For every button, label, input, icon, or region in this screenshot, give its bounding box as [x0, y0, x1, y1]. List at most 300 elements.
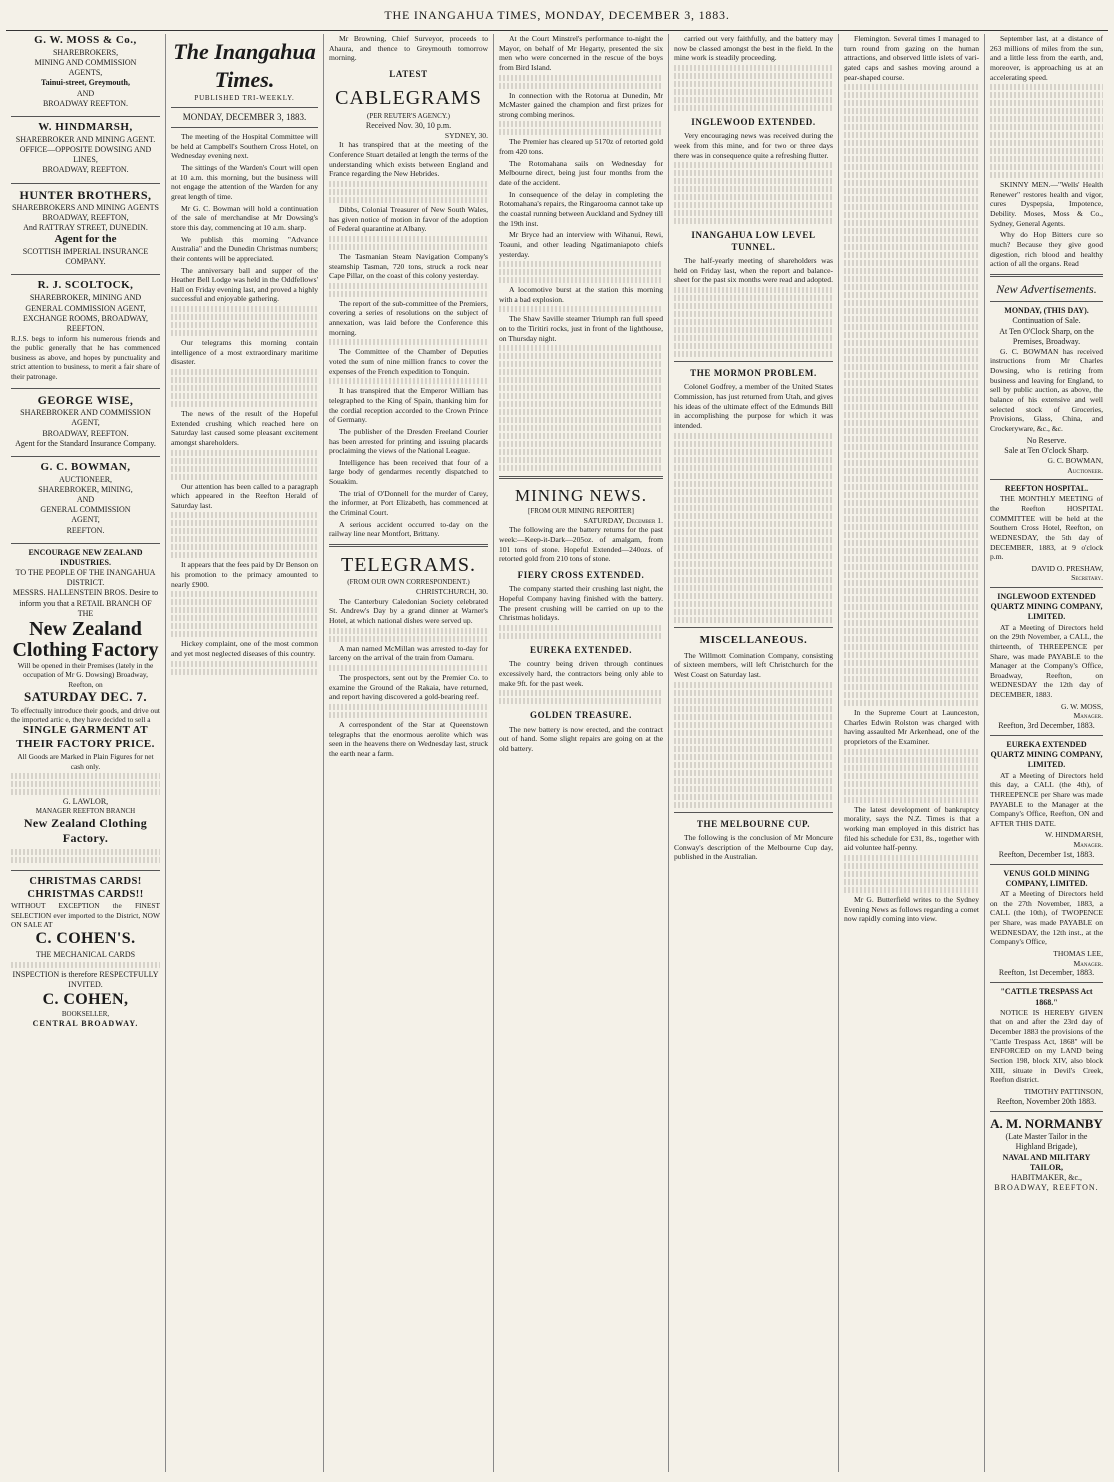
- divider: [11, 870, 160, 871]
- own-correspondent: (FROM OUR OWN CORRESPONDENT.): [347, 578, 470, 587]
- divider: [329, 544, 488, 547]
- text-block: [844, 588, 979, 594]
- text-block: [499, 625, 663, 631]
- text-block: [11, 849, 160, 855]
- text-block: [844, 660, 979, 666]
- encourage-line: ENCOURAGE NEW ZEALAND INDUSTRIES.: [28, 547, 143, 567]
- bowman-line: SHAREBROKER, MINING,: [38, 485, 133, 495]
- text-block: [990, 164, 1103, 170]
- moss-name: G. W. MOSS & Co.,: [34, 34, 137, 46]
- venus-ad-body: AT a Meeting of Directors held on the 27th November, 1883, a CALL (the 10th), of TWOPENCE per Share, was made PAYABLE on WEDNESDAY, the 12th inst., at the Company's Office,: [990, 889, 1103, 947]
- divider: [674, 812, 833, 813]
- published-line: PUBLISHED TRI-WEEKLY.: [194, 93, 295, 102]
- text-block: [499, 401, 663, 407]
- hop-bitters-ad: Why do Hop Bitters cure so much? Because they give good digestion, rich blood and healthy action of all the organs. Read: [990, 230, 1103, 269]
- wise-ad: [11, 393, 160, 449]
- text-block: [844, 452, 979, 458]
- text-block: [844, 252, 979, 258]
- text-block: [990, 92, 1103, 98]
- divider: [11, 116, 160, 117]
- text-block: [674, 433, 833, 439]
- divider: [11, 543, 160, 544]
- text-block: [171, 369, 318, 375]
- column-3: [324, 34, 494, 1472]
- text-block: [499, 698, 663, 704]
- news-paragraph: Mr Browning, Chief Surveyor, proceeds to Ahaura, and thence to Greymouth tomorrow morning.: [329, 34, 488, 63]
- sydney-dateline: SYDNEY, 30.: [444, 130, 488, 140]
- text-block: [844, 300, 979, 306]
- monday-this-day: MONDAY, (THIS DAY).: [1004, 306, 1089, 316]
- text-block: [844, 887, 979, 893]
- text-block: [499, 449, 663, 455]
- hindmarsh-line: SHAREBROKER AND MINING AGENT.: [15, 134, 156, 144]
- news-paragraph: The meeting of the Hospital Committee will be held at Campbell's Southern Cross Hotel, on Wednesday evening next.: [171, 132, 318, 161]
- secretary-title: Secretary.: [1071, 573, 1103, 583]
- scoltock-name: R. J. SCOLTOCK,: [37, 279, 134, 292]
- hunter-line: Agent for the: [54, 233, 117, 246]
- eureka-ad-heading: EUREKA EXTENDED QUARTZ MINING COMPANY, LIMITED.: [990, 740, 1103, 770]
- text-block: [674, 311, 833, 317]
- text-block: [674, 553, 833, 559]
- text-block: [329, 189, 488, 195]
- text-block: [844, 388, 979, 394]
- text-block: [674, 770, 833, 776]
- bowman-line: AUCTIONEER,: [58, 474, 113, 484]
- text-block: [499, 633, 663, 639]
- auctioneer-title: Auctioneer.: [1067, 465, 1103, 475]
- manager-title: Manager.: [1073, 840, 1103, 850]
- text-block: [499, 261, 663, 267]
- column-5: [669, 34, 839, 1472]
- text-block: [844, 108, 979, 114]
- text-block: [499, 369, 663, 375]
- text-block: [674, 303, 833, 309]
- text-block: [499, 353, 663, 359]
- text-block: [844, 516, 979, 522]
- bowman-line: AGENT,: [71, 515, 100, 525]
- text-block: [499, 75, 663, 81]
- text-block: [171, 330, 318, 336]
- single-garment-line: SINGLE GARMENT AT THEIR FACTORY PRICE.: [16, 724, 155, 751]
- broadway-reefton-line: BROADWAY, REEFTON.: [994, 1183, 1099, 1192]
- cattle-trespass-body: NOTICE IS HEREBY GIVEN that on and after the 23rd day of December 1883 the provisions of the "Cattle Trespass Act, 1868" will be ENFORCED on my LAND being Section 198, block XIV, also block XIII, situate in Devil's Creek, Reefton district.: [990, 1007, 1103, 1085]
- issue-date: MONDAY, DECEMBER 3, 1883.: [182, 111, 307, 122]
- telegram-paragraph: A correspondent of the Star at Queenstown telegraphs that the enormous aerolite which was seen in the heavens there on Wednesday last, struck the earth near a farm.: [329, 719, 488, 758]
- news-paragraph: Our attention has been called to a paragraph which appeared in the Reefton Herald of Saturday last.: [171, 481, 318, 510]
- text-block: [844, 500, 979, 506]
- divider: [990, 1111, 1103, 1112]
- text-block: [329, 283, 488, 289]
- hindmarsh-name: W. HINDMARSH,: [38, 120, 133, 133]
- divider: [11, 388, 160, 389]
- text-block: [499, 121, 663, 127]
- text-block: [499, 277, 663, 283]
- text-block: [499, 433, 663, 439]
- inspection-line: INSPECTION is therefore RESPECTFULLY INVITED.: [12, 969, 159, 990]
- cohen-name: C. COHEN'S.: [35, 930, 136, 948]
- text-block: [990, 132, 1103, 138]
- text-block: [499, 361, 663, 367]
- text-block: [990, 100, 1103, 106]
- text-block: [674, 343, 833, 349]
- lee-signature: THOMAS LEE,: [1053, 949, 1103, 959]
- text-block: [844, 380, 979, 386]
- text-block: [990, 156, 1103, 162]
- text-block: [844, 340, 979, 346]
- divider: [990, 274, 1103, 277]
- text-block: [674, 218, 833, 224]
- continuation-line: Continuation of Sale.: [1012, 316, 1081, 326]
- text-block: [171, 661, 318, 667]
- cable-paragraph: Intelligence has been received that four of a large body of gendarmes recently dispatched to Souakim.: [329, 457, 488, 487]
- text-block: [329, 704, 488, 710]
- text-block: [674, 287, 833, 293]
- text-block: [674, 351, 833, 357]
- latest-heading: LATEST: [389, 68, 428, 79]
- text-block: [990, 140, 1103, 146]
- paper-title: The Inangahua Times.: [173, 39, 316, 92]
- text-block: [171, 599, 318, 605]
- saturday-line: SATURDAY DEC. 7.: [24, 689, 147, 705]
- text-block: [329, 628, 488, 634]
- text-block: [171, 466, 318, 472]
- cable-paragraph: The publisher of the Dresden Freeland Courier has been arrested for printing and issuing placards proclaiming the views of the National League.: [329, 426, 488, 456]
- per-reuter: (PER REUTER'S AGENCY.): [366, 111, 450, 120]
- text-block: [674, 714, 833, 720]
- nz-clothing-factory-line: New Zealand Clothing Factory.: [23, 816, 148, 846]
- text-block: [171, 322, 318, 328]
- no-reserve-line: No Reserve.: [1026, 435, 1067, 445]
- news-paragraph: Mr G. Butterfield writes to the Sydney Evening News as follows regarding a comet now rapidly coming into view.: [844, 894, 979, 924]
- text-block: [674, 295, 833, 301]
- eureka-paragraph: The country being driven through continues excessively hard, the contractors being only able to make 9ft. for the past week.: [499, 659, 663, 688]
- text-block: [674, 778, 833, 784]
- text-block: [499, 269, 663, 275]
- christmas-line: CHRISTMAS CARDS! CHRISTMAS CARDS!!: [27, 875, 144, 900]
- text-block: [844, 204, 979, 210]
- text-block: [499, 393, 663, 399]
- to-people-line: TO THE PEOPLE OF THE INANGAHUA DISTRICT.: [15, 568, 156, 588]
- text-block: [171, 536, 318, 542]
- text-block: [844, 132, 979, 138]
- text-block: [329, 197, 488, 203]
- text-block: [990, 84, 1103, 90]
- text-block: [844, 404, 979, 410]
- cattle-trespass-heading: "CATTLE TRESPASS Act 1868.": [1000, 987, 1093, 1007]
- pattinson-signature: TIMOTHY PATTINSON,: [1023, 1086, 1103, 1096]
- text-block: [171, 314, 318, 320]
- text-block: [844, 692, 979, 698]
- text-block: [844, 164, 979, 170]
- habitmaker-line: HABITMAKER, &c.,: [1010, 1172, 1083, 1182]
- text-block: [171, 607, 318, 613]
- text-block: [171, 615, 318, 621]
- news-paragraph: The Shaw Saville steamer Triumph ran full speed on to the Tiritiri rocks, just in front of the lighthouse, on Thursday night.: [499, 314, 663, 343]
- text-block: [171, 520, 318, 526]
- mechanical-line: THE MECHANICAL CARDS: [35, 949, 136, 959]
- news-paragraph: Mr Bryce had an interview with Wihanui, Rewi, Toauni, and other leading Ngatimaniapoto chiefs yesterday.: [499, 230, 663, 259]
- moss-ad: [11, 34, 160, 109]
- scoltock-body: R.J.S. begs to inform his numerous friends and the public generally that he has commenced business as above, and hopes by punctuality and strict attention to business, to merit a fair share of their patronage.: [11, 334, 160, 381]
- text-block: [844, 684, 979, 690]
- text-block: [844, 797, 979, 803]
- clothing-ad: [11, 548, 160, 863]
- cable-paragraph: The Tasmanian Steam Navigation Company's steamship Tasman, 720 tons, struck a rock near Cape Pillar, on the coast of this colony yesterday.: [329, 251, 488, 281]
- eureka-ad-body: AT a Meeting of Directors held this day, a CALL (the 4th), of THREEPENCE per Share was made PAYABLE to the Manager at the Company's Office, Reefton, ON and AFTER THIS DATE.: [990, 770, 1103, 828]
- mining-date: SATURDAY, December 1.: [583, 515, 663, 525]
- text-block: [674, 97, 833, 103]
- text-block: [171, 669, 318, 675]
- text-block: [844, 879, 979, 885]
- text-block: [844, 444, 979, 450]
- news-paragraph: The Premier has cleared up 5170z of retorted gold from 420 tons.: [499, 137, 663, 157]
- text-block: [844, 652, 979, 658]
- news-paragraph: Hickey complaint, one of the most common and yet most neglected diseases of this country.: [171, 639, 318, 659]
- text-block: [674, 449, 833, 455]
- text-block: [844, 332, 979, 338]
- text-block: [844, 556, 979, 562]
- inglewood-paragraph: Very encouraging news was received during the week from this mine, and for two or three days there was in consequence quite a refreshing flutter.: [674, 131, 833, 160]
- text-block: [499, 129, 663, 135]
- text-block: [674, 585, 833, 591]
- fiery-cross-heading: FIERY CROSS EXTENDED.: [517, 570, 645, 581]
- text-block: [844, 84, 979, 90]
- text-block: [844, 268, 979, 274]
- text-block: [844, 428, 979, 434]
- text-block: [171, 528, 318, 534]
- news-paragraph: In the Supreme Court at Launceston, Charles Edwin Rolston was charged with having assaulted Mr Arkenhead, one of the proprietors of the Examiner.: [844, 708, 979, 747]
- moss-signature: G. W. MOSS,: [1061, 701, 1103, 711]
- divider: [674, 627, 833, 628]
- text-block: [674, 609, 833, 615]
- text-block: [844, 228, 979, 234]
- text-block: [844, 781, 979, 787]
- news-paragraph: We publish this morning "Advance Australia" and the Dunedin Christmas numbers; their contents will be appreciated.: [171, 234, 318, 263]
- text-block: [674, 754, 833, 760]
- text-block: [674, 545, 833, 551]
- text-block: [674, 802, 833, 808]
- text-block: [171, 458, 318, 464]
- divider: [171, 107, 318, 108]
- manager-title: Manager.: [1073, 958, 1103, 968]
- without-line: WITHOUT EXCEPTION the FINEST SELECTION ever imported to the District, NOW ON SALE AT: [11, 901, 160, 929]
- text-block: [844, 460, 979, 466]
- news-paragraph: Mr G. C. Bowman will hold a continuation of the sale of merchandise at Mr Dowsing's store this day, commencing at 10 a.m. sharp.: [171, 203, 318, 232]
- text-block: [844, 604, 979, 610]
- bowman-line: AND: [76, 495, 95, 505]
- mining-news-heading: MINING NEWS.: [515, 486, 647, 506]
- text-block: [844, 420, 979, 426]
- news-paragraph: Our telegrams this morning contain intelligence of a most extraordinary maritime disaster.: [171, 338, 318, 367]
- text-block: [990, 124, 1103, 130]
- text-block: [844, 612, 979, 618]
- hindmarsh-line: BROADWAY, REEFTON.: [42, 165, 129, 175]
- sale-at-line: Sale at Ten O'clock Sharp.: [1004, 445, 1089, 455]
- telegrams-heading: TELEGRAMS.: [341, 553, 476, 576]
- text-block: [674, 577, 833, 583]
- text-block: [844, 172, 979, 178]
- text-block: [674, 690, 833, 696]
- preshaw-signature: DAVID O. PRESHAW,: [1031, 563, 1103, 573]
- text-block: [499, 377, 663, 383]
- text-block: [171, 591, 318, 597]
- text-block: [499, 306, 663, 312]
- text-block: [844, 749, 979, 755]
- text-block: [499, 465, 663, 471]
- cable-paragraph: Dibbs, Colonial Treasurer of New South Wales, has given notice of motion in favor of the adoption of Federal quarantine at Albany.: [329, 204, 488, 234]
- text-block: [844, 628, 979, 634]
- text-block: [844, 348, 979, 354]
- text-block: [674, 617, 833, 623]
- cohen-name-2: C. COHEN,: [42, 991, 129, 1009]
- text-block: [844, 188, 979, 194]
- hospital-heading: REEFTON HOSPITAL.: [1004, 484, 1089, 494]
- hunter-name: HUNTER BROTHERS,: [19, 187, 152, 202]
- text-block: [329, 378, 488, 384]
- eureka-heading: EUREKA EXTENDED.: [529, 645, 633, 656]
- hindmarsh-signature: W. HINDMARSH,: [1044, 830, 1103, 840]
- text-block: [674, 319, 833, 325]
- hunter-line: COMPANY.: [65, 257, 106, 267]
- text-block: [844, 580, 979, 586]
- text-block: [844, 508, 979, 514]
- text-block: [844, 220, 979, 226]
- fiery-cross-paragraph: The company started their crushing last night, the Hopeful Company having finished with the battery. The present crushing will be carried on up to the Christmas holidays.: [499, 584, 663, 623]
- text-block: [674, 497, 833, 503]
- news-paragraph: The news of the result of the Hopeful Extended crushing which reached here on Saturday last caused some pleasant excitement amongst shareholders.: [171, 408, 318, 447]
- text-block: [499, 457, 663, 463]
- text-block: [844, 668, 979, 674]
- text-block: [844, 124, 979, 130]
- hindmarsh-line: OFFICE—OPPOSITE DOWSING AND LINES,: [19, 145, 152, 165]
- lawlor-title: MANAGER REEFTON BRANCH: [35, 807, 136, 816]
- reefton-date: Reefton, December 1st, 1883.: [998, 849, 1095, 859]
- text-block: [329, 712, 488, 718]
- text-block: [329, 665, 488, 671]
- divider: [990, 735, 1103, 736]
- scoltock-line: SHAREBROKER, MINING AND GENERAL COMMISSION AGENT,: [25, 293, 146, 313]
- divider: [11, 183, 160, 184]
- text-block: [171, 544, 318, 550]
- text-block: [674, 327, 833, 333]
- column-2: [166, 34, 324, 1472]
- text-block: [674, 89, 833, 95]
- text-block: [674, 170, 833, 176]
- reefton-date: Reefton, 3rd December, 1883.: [998, 720, 1095, 730]
- text-block: [674, 786, 833, 792]
- text-block: [674, 481, 833, 487]
- venus-ad-heading: VENUS GOLD MINING COMPANY, LIMITED.: [1003, 868, 1090, 889]
- text-block: [844, 484, 979, 490]
- hospital-body: THE MONTHLY MEETING of the Reefton HOSPITAL COMMITTEE will be held at the Southern Cross Hotel, Reefton, on WEDNESDAY, the 5th day of DECEMBER, 1883, at 9 o'clock p.m.: [990, 494, 1103, 562]
- text-block: [171, 385, 318, 391]
- misc-paragraph: The Willmott Comination Company, consisting of sixteen members, will left Christchurch for the West Coast on Saturday last.: [674, 650, 833, 679]
- text-block: [674, 441, 833, 447]
- news-paragraph: A locomotive burst at the station this morning with a bad explosion.: [499, 285, 663, 304]
- moss-line: SHAREBROKERS,: [52, 47, 119, 57]
- cup-heading: THE MELBOURNE CUP.: [696, 818, 811, 829]
- text-block: [844, 524, 979, 530]
- central-line: CENTRAL BROADWAY.: [32, 1019, 139, 1029]
- text-block: [844, 855, 979, 861]
- opened-line: Will be opened in their Premises (lately in the occupation of Mr G. Dowsing) Broadway, Reefton, on: [17, 660, 154, 689]
- cable-paragraph: The Committee of the Chamber of Deputies voted the sum of nine million francs to cover the expenses of the French expedition to Tonquin.: [329, 347, 488, 376]
- text-block: [674, 537, 833, 543]
- new-advertisements-heading: New Advertisements.: [996, 281, 1097, 296]
- text-block: [674, 489, 833, 495]
- text-block: [674, 513, 833, 519]
- wise-line: BROADWAY, REEFTON.: [42, 428, 129, 438]
- moss-line: AND: [76, 88, 95, 98]
- normanby-subtitle: (Late Master Tailor in the Highland Brigade),: [1005, 1132, 1088, 1152]
- news-paragraph: It appears that the fees paid by Dr Benson on his promotion to the primacy amounted to nearly £900.: [171, 560, 318, 589]
- column-7: [985, 34, 1108, 1472]
- news-paragraph: At the Court Minstrel's performance to-night the Mayor, on behalf of Mr Hegarty, presented the six men who were concerned in the rescue of the boys from Bird Island.: [499, 34, 663, 72]
- telegram-paragraph: A man named McMillan was arrested to-day for larceny on the arrival of the train from Oamaru.: [329, 643, 488, 663]
- text-block: [674, 162, 833, 168]
- text-block: [990, 116, 1103, 122]
- text-block: [844, 396, 979, 402]
- text-block: [674, 186, 833, 192]
- inglewood-ad-body: AT a Meeting of Directors held on the 29th November, a CALL, the thirteenth, of THREEPENCE per Share, was made PAYABLE to the Manager at the Company's Office, Broadway, Reefton, on WEDNESDAY the 12th day of DECEMBER, 1883.: [990, 622, 1103, 700]
- text-block: [171, 393, 318, 399]
- text-block: [844, 476, 979, 482]
- moss-line: MINING AND COMMISSION: [34, 58, 137, 68]
- received-line: Received Nov. 30, 10 p.m.: [365, 120, 452, 130]
- text-block: [844, 644, 979, 650]
- golden-treasure-paragraph: The new battery is now erected, and the contract out of hand. Some slight repairs are going on at the old battery.: [499, 724, 663, 754]
- text-block: [844, 308, 979, 314]
- lawlor-name: G. LAWLOR,: [62, 797, 109, 807]
- text-block: [674, 178, 833, 184]
- text-block: [674, 738, 833, 744]
- text-block: [844, 276, 979, 282]
- text-block: [844, 292, 979, 298]
- text-block: [844, 548, 979, 554]
- text-block: [844, 492, 979, 498]
- text-block: [844, 356, 979, 362]
- at-ten-line: At Ten O'Clock Sharp, on the Premises, Broadway.: [999, 326, 1094, 346]
- telegram-paragraph: The Canterbury Caledonian Society celebrated St. Andrew's Day by a grand dinner at Warner's Hotel, at which national dishes were served up.: [329, 596, 488, 626]
- text-block: [674, 722, 833, 728]
- hunter-line: And RATTRAY STREET, DUNEDIN.: [23, 223, 148, 233]
- text-block: [844, 372, 979, 378]
- christchurch-dateline: CHRISTCHURCH, 30.: [416, 587, 488, 597]
- text-block: [674, 794, 833, 800]
- text-block: [674, 561, 833, 567]
- reefton-date: Reefton, 1st December, 1883.: [998, 968, 1095, 978]
- bowman-signature: G. C. BOWMAN,: [1047, 455, 1103, 465]
- inglewood-ad-heading: INGLEWOOD EXTENDED QUARTZ MINING COMPANY, LIMITED.: [990, 592, 1103, 622]
- text-block: [171, 512, 318, 518]
- low-level-paragraph: The half-yearly meeting of shareholders was held on Friday last, when the report and balance-sheet for the past six months were read and adopted.: [674, 256, 833, 285]
- text-block: [11, 962, 160, 968]
- bowman-name: G. C. BOWMAN,: [40, 460, 131, 473]
- divider: [499, 476, 663, 479]
- text-block: [990, 108, 1103, 114]
- text-block: [171, 474, 318, 480]
- hunter-ad: [11, 188, 160, 268]
- cable-paragraph: The trial of O'Donnell for the murder of Carey, the informer, at Port Elizabeth, has commenced at the Criminal Court.: [329, 488, 488, 517]
- divider: [11, 456, 160, 457]
- text-block: [674, 194, 833, 200]
- text-block: [329, 244, 488, 250]
- text-block: [674, 335, 833, 341]
- text-block: [674, 730, 833, 736]
- wise-line: SHAREBROKER AND COMMISSION AGENT,: [20, 408, 151, 428]
- hallenstein-line: MESSRS. HALLENSTEIN BROS. Desire to inform you that a RETAIL BRANCH OF THE: [12, 588, 159, 618]
- wise-name: GEORGE WISE,: [37, 393, 134, 408]
